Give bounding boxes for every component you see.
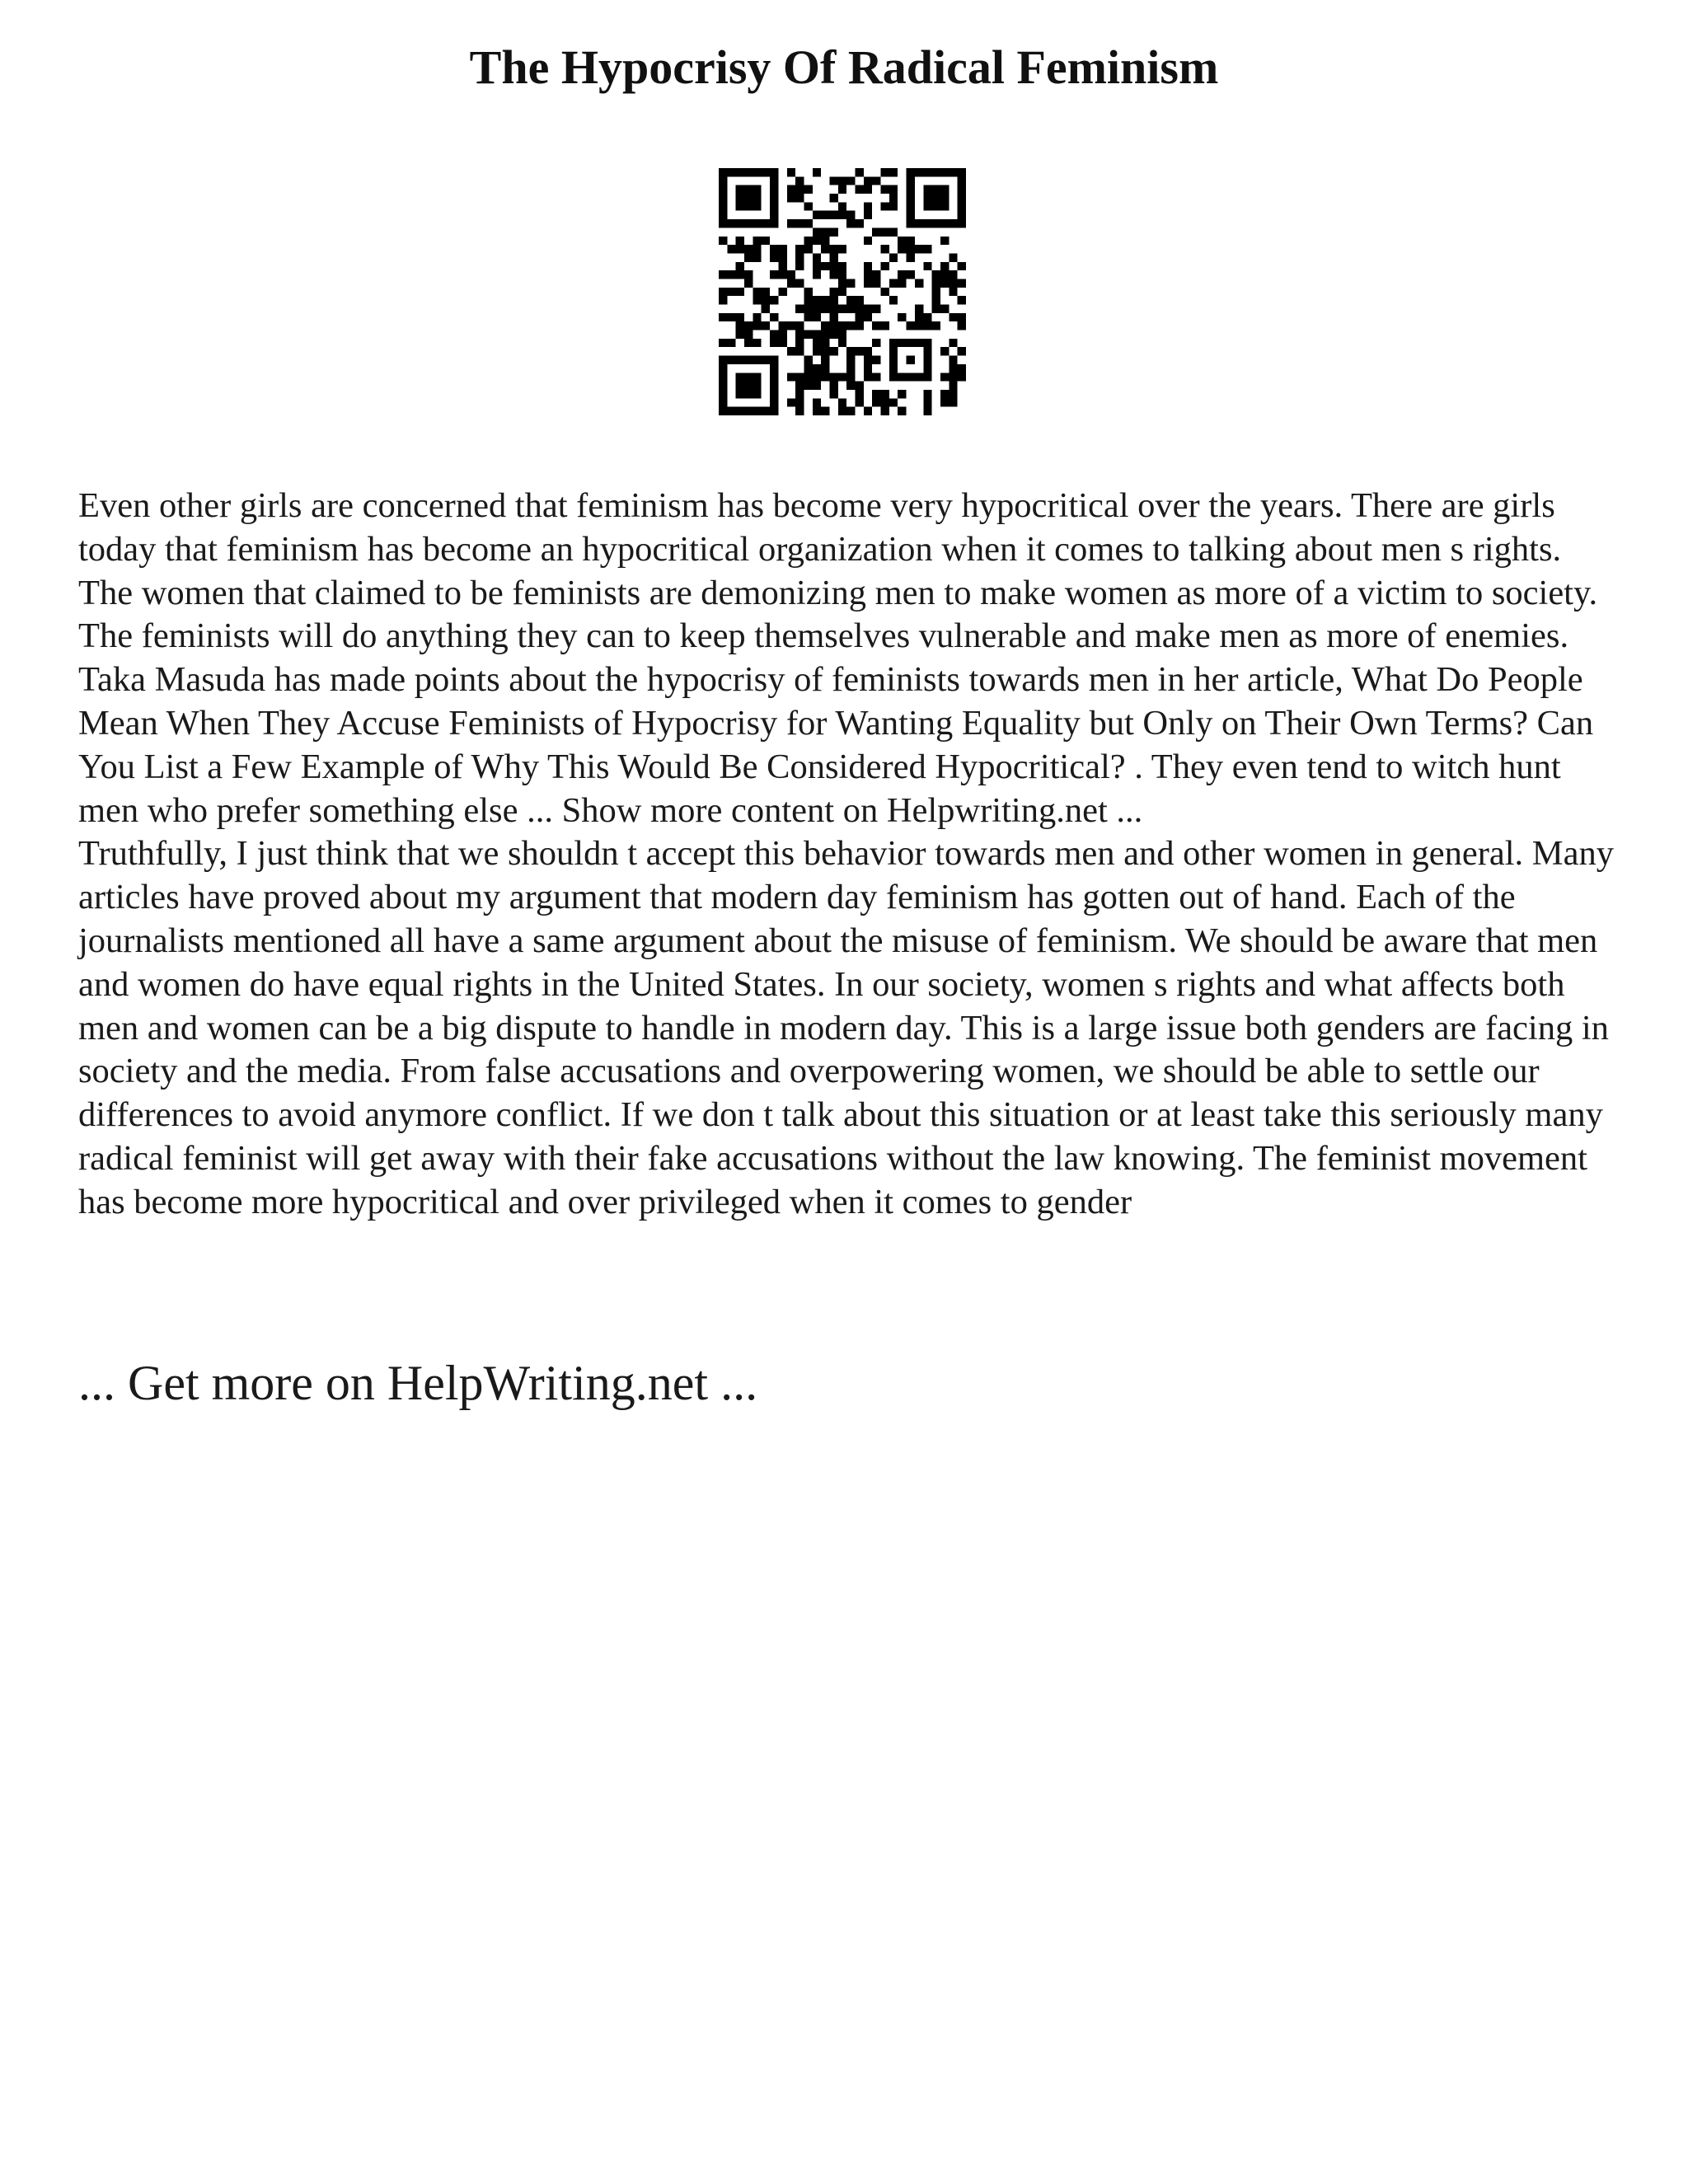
qr-code-icon[interactable]: [719, 168, 966, 415]
paragraph-1: Even other girls are concerned that feminism has become very hypocritical over the years. There are girls today that feminism has become an hypocritical organization when it comes to talking about men s rights. The women that claimed to be feminists are demonizing men to make women as more of a victim to society. The feminists will do anything they can to keep themselves vulnerable and make men as more of enemies. Taka Masuda has made points about the hypocrisy of feminists towards men in her article, What Do People Mean When They Accuse Feminists of Hypocrisy for Wanting Equality but Only on Their Own Terms? Can You List a Few Example of Why This Would Be Considered Hypocritical? . They even tend to witch hunt men who prefer something else ... Show more content on Helpwriting.net ...: [78, 486, 1598, 830]
get-more-link[interactable]: ... Get more on HelpWriting.net ...: [78, 1356, 758, 1410]
document-title: The Hypocrisy Of Radical Feminism: [469, 40, 1219, 94]
paragraph-2: Truthfully, I just think that we shouldn t accept this behavior towards men and other women in general. Many articles have proved about my argument that modern day feminism has gotten out of hand. Each of the journalists mentioned all have a same argument about the misuse of feminism. We should be aware that men and women do have equal rights in the United States. In our society, women s rights and what affects both men and women can be a big dispute to handle in modern day. This is a large issue both genders are facing in society and the media. From false accusations and overpowering women, we should be able to settle our differences to avoid anymore conflict. If we don t talk about this situation or at least take this seriously many radical feminist will get away with their fake accusations without the law knowing. The feminist movement has become more hypocritical and over privileged when it comes to gender: [78, 834, 1614, 1221]
qr-code-graphic: [719, 168, 966, 415]
article-body: [78, 485, 1620, 1225]
